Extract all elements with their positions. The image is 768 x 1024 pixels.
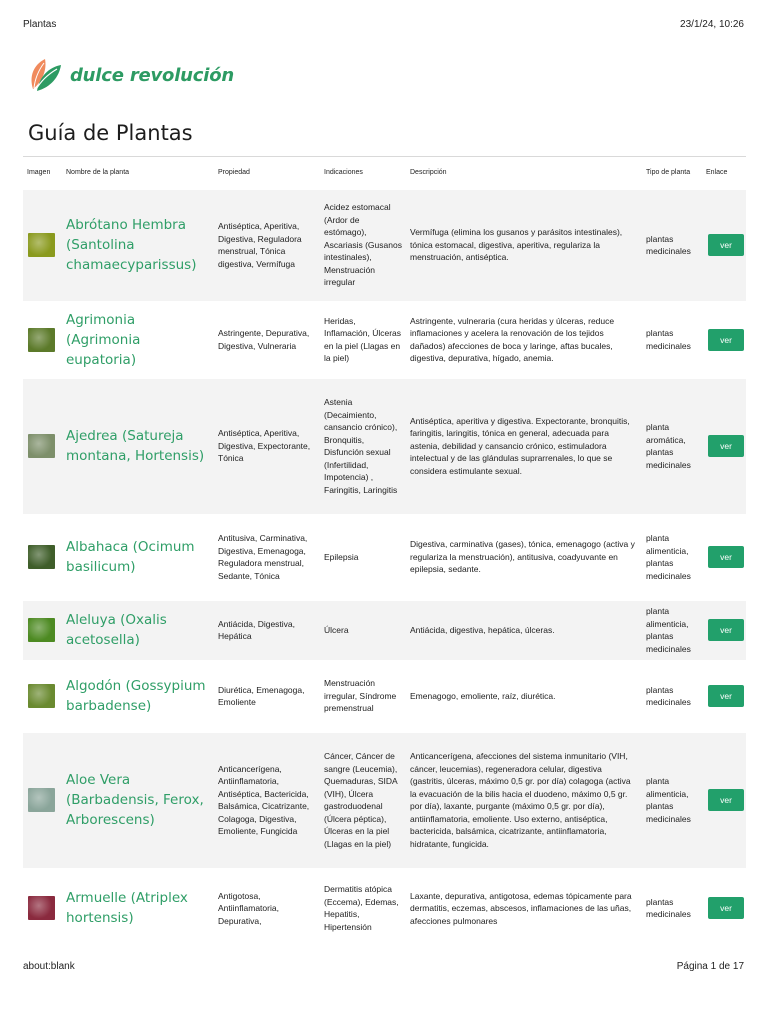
brand-logo[interactable] xyxy=(27,55,234,95)
plant-indications: Menstruación irregular, Síndrome premenstrual xyxy=(324,678,397,714)
ver-button[interactable]: ver xyxy=(708,435,744,457)
plant-type-cell xyxy=(642,189,702,301)
plant-thumbnail[interactable] xyxy=(28,684,55,708)
plant-indications-cell xyxy=(320,732,406,868)
table-row xyxy=(23,301,746,378)
page-number: Página 1 de 17 xyxy=(676,961,744,972)
plant-thumbnail[interactable] xyxy=(28,545,55,569)
link-cell xyxy=(702,514,746,600)
ver-button[interactable]: ver xyxy=(708,329,744,351)
plant-name-link[interactable]: Aloe Vera (Barbadensis, Ferox, Arborescens) xyxy=(66,772,204,828)
ver-button[interactable]: ver xyxy=(708,546,744,568)
plant-indications: Dermatitis atópica (Eccema), Edemas, Hepatitis, Hipertensión xyxy=(324,884,399,932)
table-row xyxy=(23,868,746,942)
plant-indications-cell xyxy=(320,378,406,514)
plant-type-cell xyxy=(642,378,702,514)
link-cell xyxy=(702,378,746,514)
plant-description-cell xyxy=(406,660,642,732)
plant-name-cell xyxy=(62,600,214,660)
plant-indications: Astenia (Decaimiento, cansancio crónico), Bronquitis, Disfunción sexual (Infertilidad, Impotencia) , Faringitis, Laringitis xyxy=(324,397,398,495)
print-datetime: 23/1/24, 10:26 xyxy=(680,19,744,30)
image-cell xyxy=(23,189,62,301)
table-header-row xyxy=(23,157,746,189)
plant-property-cell xyxy=(214,732,320,868)
header-property: Propiedad xyxy=(218,169,250,177)
plant-type: plantas medicinales xyxy=(646,896,691,920)
plant-property: Antigotosa, Antiinflamatoria, Depurativa, xyxy=(218,890,279,926)
ver-button[interactable]: ver xyxy=(708,234,744,256)
plant-description: Astringente, vulneraria (cura heridas y úlceras, reduce inflamaciones y acelera la renovación de los tejidos dañados) afecciones de boca y laringe, aftas bucales, digestiva, depurativa, hígado, anemia. xyxy=(410,315,615,363)
plant-property: Anticancerígena, Antiinflamatoria, Antiséptica, Bactericida, Balsámica, Cicatrizante, Colagoga, Digestiva, Emoliente, Fungicida xyxy=(218,763,310,836)
plant-property-cell xyxy=(214,514,320,600)
plant-description: Digestiva, carminativa (gases), tónica, emenagogo (activa y regulariza la menstruación), antitusiva, coadyuvante en epilepsia, sedante. xyxy=(410,539,635,575)
table-row xyxy=(23,378,746,514)
table-row xyxy=(23,514,746,600)
plant-description-cell xyxy=(406,189,642,301)
plant-indications-cell xyxy=(320,868,406,942)
plant-type: plantas medicinales xyxy=(646,233,691,256)
print-footer xyxy=(23,961,744,972)
header-description: Descripción xyxy=(410,169,447,177)
plant-type-cell xyxy=(642,660,702,732)
plant-type: plantas medicinales xyxy=(646,684,691,707)
print-url: about:blank xyxy=(23,961,75,972)
plant-property-cell xyxy=(214,868,320,942)
link-cell xyxy=(702,660,746,732)
plant-indications: Acidez estomacal (Ardor de estómago), Ascariasis (Gusanos intestinales), Menstruación irregular xyxy=(324,202,402,288)
plant-thumbnail[interactable] xyxy=(28,233,55,257)
image-cell xyxy=(23,514,62,600)
image-cell xyxy=(23,732,62,868)
plant-property: Antiséptica, Aperitiva, Digestiva, Expectorante, Tónica xyxy=(218,428,311,464)
plant-type-cell xyxy=(642,301,702,378)
ver-button[interactable]: ver xyxy=(708,619,744,641)
table-row xyxy=(23,600,746,660)
image-cell xyxy=(23,301,62,378)
plant-name-link[interactable]: Albahaca (Ocimum basilicum) xyxy=(66,539,195,575)
plant-property: Diurética, Emenagoga, Emoliente xyxy=(218,684,305,707)
plant-name-cell xyxy=(62,514,214,600)
plant-description: Emenagogo, emoliente, raíz, diurética. xyxy=(410,690,556,701)
ver-button[interactable]: ver xyxy=(708,685,744,707)
image-cell xyxy=(23,660,62,732)
image-cell xyxy=(23,378,62,514)
plant-type: planta alimenticia, plantas medicinales xyxy=(646,606,691,654)
leaf-logo-icon xyxy=(27,55,65,95)
print-title: Plantas xyxy=(23,19,57,30)
header-name: Nombre de la planta xyxy=(66,169,130,177)
plant-description-cell xyxy=(406,378,642,514)
ver-button[interactable]: ver xyxy=(708,789,744,811)
plant-type-cell xyxy=(642,514,702,600)
plant-name-link[interactable]: Aleluya (Oxalis acetosella) xyxy=(66,612,167,648)
page-title: Guía de Plantas xyxy=(28,121,193,145)
plant-type-cell xyxy=(642,600,702,660)
plant-thumbnail[interactable] xyxy=(28,896,55,920)
plant-indications: Heridas, Inflamación, Úlceras en la piel (Llagas en la piel) xyxy=(324,315,402,363)
plant-name-link[interactable]: Abrótano Hembra (Santolina chamaecyparissus) xyxy=(66,217,197,273)
header-image: Imagen xyxy=(27,169,51,177)
plant-indications-cell xyxy=(320,514,406,600)
link-cell xyxy=(702,600,746,660)
plant-property-cell xyxy=(214,301,320,378)
plant-name-cell xyxy=(62,189,214,301)
plant-indications-cell xyxy=(320,600,406,660)
plant-property: Antiséptica, Aperitiva, Digestiva, Reguladora menstrual, Tónica digestiva, Vermífuga xyxy=(218,221,302,269)
plant-name-cell xyxy=(62,660,214,732)
plant-type-cell xyxy=(642,868,702,942)
plant-type: planta alimenticia, plantas medicinales xyxy=(646,776,691,824)
table-row xyxy=(23,189,746,301)
plant-thumbnail[interactable] xyxy=(28,328,55,352)
plant-property: Antitusiva, Carminativa, Digestiva, Emenagoga, Reguladora menstrual, Sedante, Tónica xyxy=(218,533,308,581)
plant-description-cell xyxy=(406,868,642,942)
plant-type: planta aromática, plantas medicinales xyxy=(646,422,691,470)
plant-indications: Úlcera xyxy=(324,624,349,635)
plant-name-cell xyxy=(62,301,214,378)
plant-name-link[interactable]: Armuelle (Atriplex hortensis) xyxy=(66,890,188,927)
plant-indications-cell xyxy=(320,301,406,378)
plant-description-cell xyxy=(406,732,642,868)
ver-button[interactable]: ver xyxy=(708,897,744,919)
plant-name-link[interactable]: Ajedrea (Satureja montana, Hortensis) xyxy=(66,428,205,464)
brand-name: dulce revolución xyxy=(70,64,235,86)
plant-description: Antiséptica, aperitiva y digestiva. Expectorante, bronquitis, faringitis, laringitis, tónica en general, adecuada para astenia, debilidad y cansancio crónico, estimuladora intelectual y de las glándulas suprarrenales, lo que se considera estimulante sexual. xyxy=(410,415,630,476)
plant-name-link[interactable]: Algodón (Gossypium barbadense) xyxy=(66,678,206,714)
print-header xyxy=(23,19,744,30)
plant-name-link[interactable]: Agrimonia (Agrimonia eupatoria) xyxy=(66,311,141,368)
plant-description: Laxante, depurativa, antigotosa, edemas tópicamente para dermatitis, eczemas, abscesos, inflamaciones de las uñas, afecciones pulmonares xyxy=(410,890,632,926)
image-cell xyxy=(23,600,62,660)
plant-indications-cell xyxy=(320,189,406,301)
plant-name-cell xyxy=(62,378,214,514)
link-cell xyxy=(702,301,746,378)
plant-type-cell xyxy=(642,732,702,868)
plant-indications-cell xyxy=(320,660,406,732)
link-cell xyxy=(702,189,746,301)
plant-property-cell xyxy=(214,660,320,732)
plant-property: Antiácida, Digestiva, Hepática xyxy=(218,618,296,641)
plant-property-cell xyxy=(214,600,320,660)
plant-name-cell xyxy=(62,732,214,868)
plant-thumbnail[interactable] xyxy=(28,434,55,458)
plant-description-cell xyxy=(406,301,642,378)
plant-name-cell xyxy=(62,868,214,942)
image-cell xyxy=(23,868,62,942)
plant-property-cell xyxy=(214,378,320,514)
plant-type: plantas medicinales xyxy=(646,328,691,351)
plant-description-cell xyxy=(406,514,642,600)
table-row xyxy=(23,732,746,868)
plant-indications: Epilepsia xyxy=(324,551,359,562)
link-cell xyxy=(702,732,746,868)
plants-table xyxy=(23,157,746,942)
link-cell xyxy=(702,868,746,942)
plant-description: Vermífuga (elimina los gusanos y parásitos intestinales), tónica estomacal, digestiva, aperitiva, regulariza la menstruación, antiséptica. xyxy=(410,227,623,263)
plant-indications: Cáncer, Cáncer de sangre (Leucemia), Quemaduras, SIDA (VIH), Úlcera gastroduodenal (Úlcera péptica), Úlceras en la piel (Llagas en la piel) xyxy=(324,751,398,849)
plant-thumbnail[interactable] xyxy=(28,788,55,812)
plant-description: Anticancerígena, afecciones del sistema inmunitario (VIH, cáncer, leucemias), regeneradora celular, digestiva (gastritis, úlceras, máximo 0,5 gr. por día) colagoga (activa la evacuación de la bilis hacia el duodeno, máximo 0,5 gr. por día), laxante, purgante (máximo 0,5 gr. por día), antiinflamatoria, emoliente. Uso externo, antiséptica, bactericida, balsámica, cicatrizante, antiinflamatoria, hidratante, fungicida. xyxy=(410,751,631,849)
plant-description-cell xyxy=(406,600,642,660)
plant-property: Astringente, Depurativa, Digestiva, Vulneraria xyxy=(218,328,310,351)
header-indications: Indicaciones xyxy=(324,169,363,177)
plant-description: Antiácida, digestiva, hepática, úlceras. xyxy=(410,624,555,635)
plant-type: planta alimenticia, plantas medicinales xyxy=(646,533,691,581)
plant-thumbnail[interactable] xyxy=(28,618,55,642)
plant-property-cell xyxy=(214,189,320,301)
plants-table-container xyxy=(23,156,746,942)
header-type: Tipo de planta xyxy=(646,169,691,177)
table-row xyxy=(23,660,746,732)
header-link: Enlace xyxy=(706,169,728,177)
